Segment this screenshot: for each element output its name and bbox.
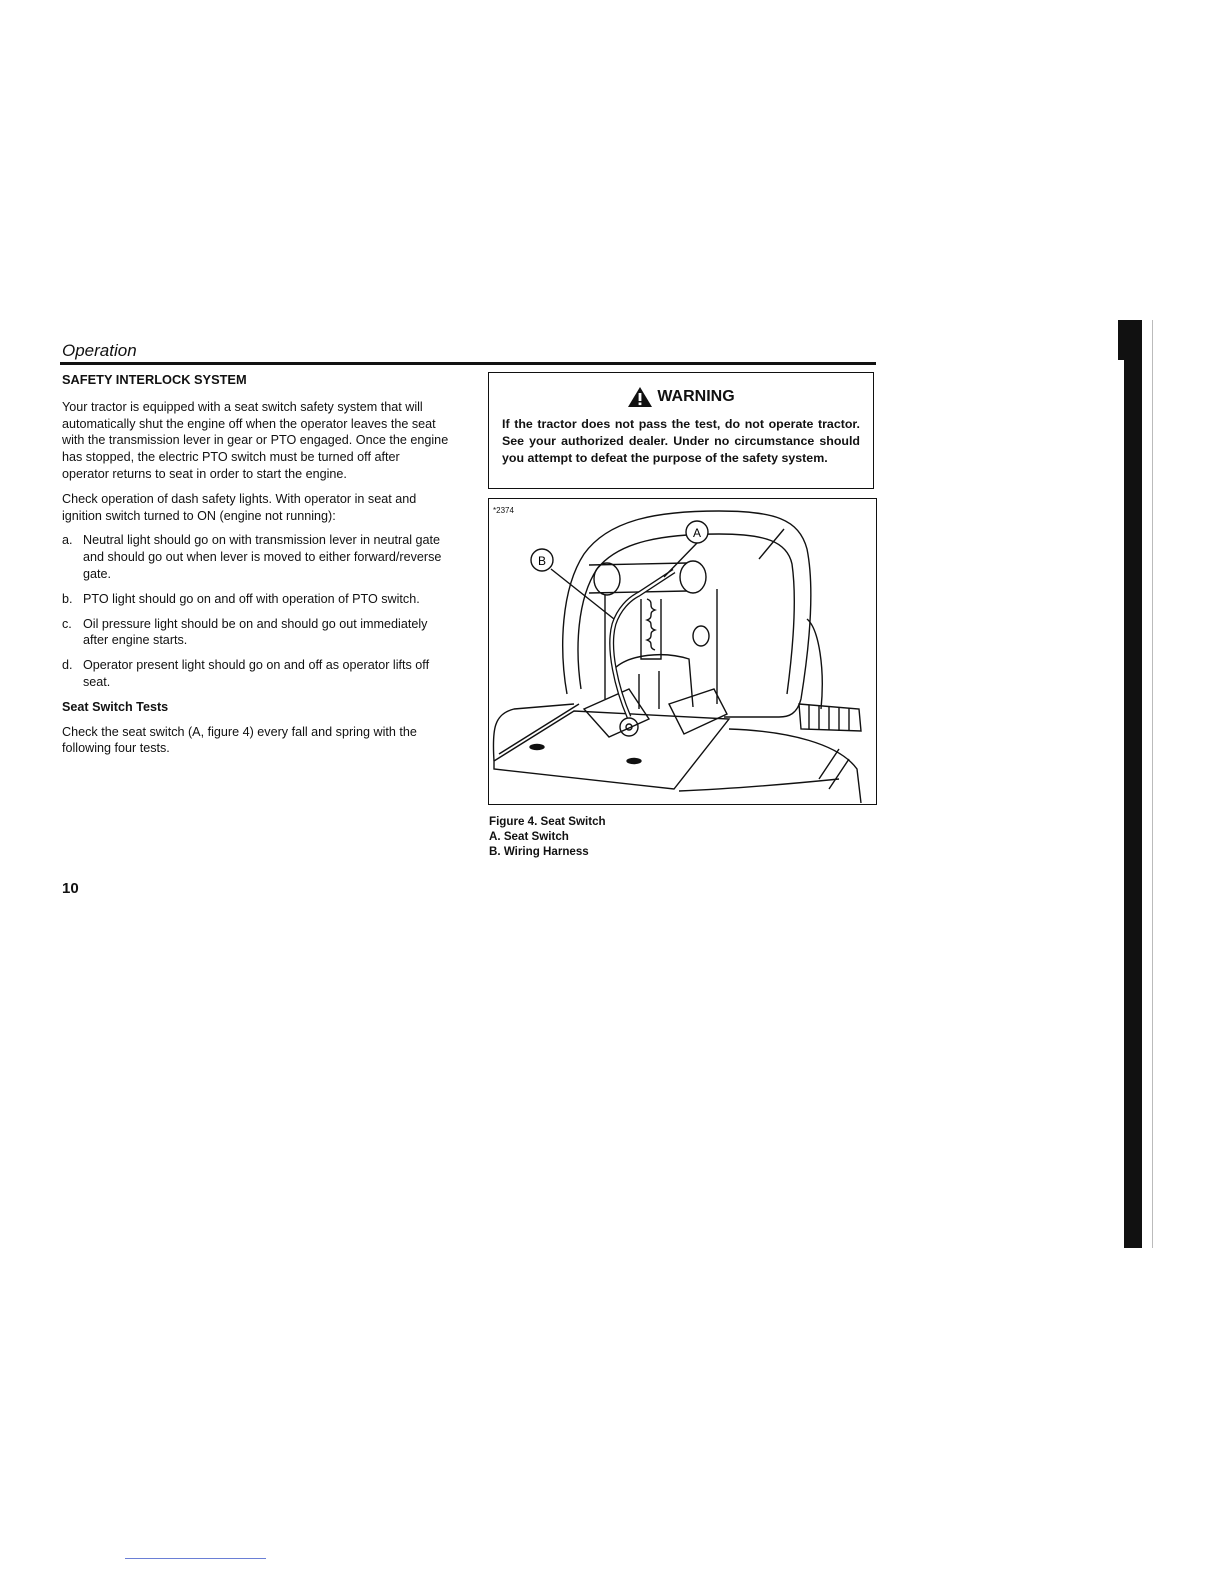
list-letter: c.: [62, 616, 72, 631]
warning-box: [488, 372, 874, 489]
list-letter: b.: [62, 591, 73, 606]
check-paragraph: Check operation of dash safety lights. With operator in seat and ignition switch turned to ON (engine not running):: [62, 491, 417, 523]
caption-b: B. Wiring Harness: [489, 845, 589, 858]
list-item: [62, 532, 450, 582]
bottom-rule: [125, 1558, 266, 1559]
section-heading: SAFETY INTERLOCK SYSTEM: [62, 372, 247, 387]
seat-switch-paragraph: Check the seat switch (A, figure 4) every fall and spring with the following four tests.: [62, 724, 417, 756]
list-text: Operator present light should go on and off as operator lifts off seat.: [83, 658, 430, 689]
section-title: Operation: [62, 341, 137, 360]
check-list: [62, 532, 450, 690]
intro-paragraph: Your tractor is equipped with a seat switch safety system that will automatically shut the engine off when the operator leaves the seat with the transmission lever in gear or PTO engaged. Once the engine has stopped, the electric PTO switch must be turned off after operator returns to seat in order to start the engine.: [62, 399, 449, 481]
left-column: [62, 372, 450, 765]
list-letter: d.: [62, 658, 73, 673]
list-text: PTO light should go on and off with operation of PTO switch.: [83, 591, 420, 606]
warning-text: If the tractor does not pass the test, do not operate tractor. See your authorized dealer. Under no circumstance should you attempt to defeat the purpose of the safety system.: [502, 417, 860, 465]
header-rule: [60, 362, 876, 365]
callout-a-label: A: [692, 526, 702, 540]
list-text: Neutral light should go on with transmission lever in neutral gate and should go out when lever is moved to either forward/reverse gate.: [83, 533, 442, 581]
callout-b-label: B: [537, 554, 547, 568]
warning-triangle-icon: [627, 386, 653, 408]
list-item: [62, 591, 450, 608]
seat-switch-figure: [488, 498, 877, 805]
list-text: Oil pressure light should be on and should go out immediately after engine starts.: [83, 616, 428, 648]
warning-title: WARNING: [657, 388, 735, 405]
caption-a: A. Seat Switch: [489, 830, 569, 843]
warning-header: [489, 386, 873, 408]
page-number: 10: [62, 880, 79, 897]
page-edge-line: [1152, 320, 1153, 1248]
seat-switch-illustration: [489, 499, 875, 803]
list-item: [62, 616, 450, 650]
list-item: [62, 657, 450, 691]
figure-caption: [489, 814, 606, 859]
caption-title: Figure 4. Seat Switch: [489, 815, 606, 828]
page-edge-bar: [1124, 320, 1142, 1248]
figure-id: *2374: [493, 506, 514, 515]
list-letter: a.: [62, 533, 73, 548]
subheading: Seat Switch Tests: [62, 699, 169, 714]
